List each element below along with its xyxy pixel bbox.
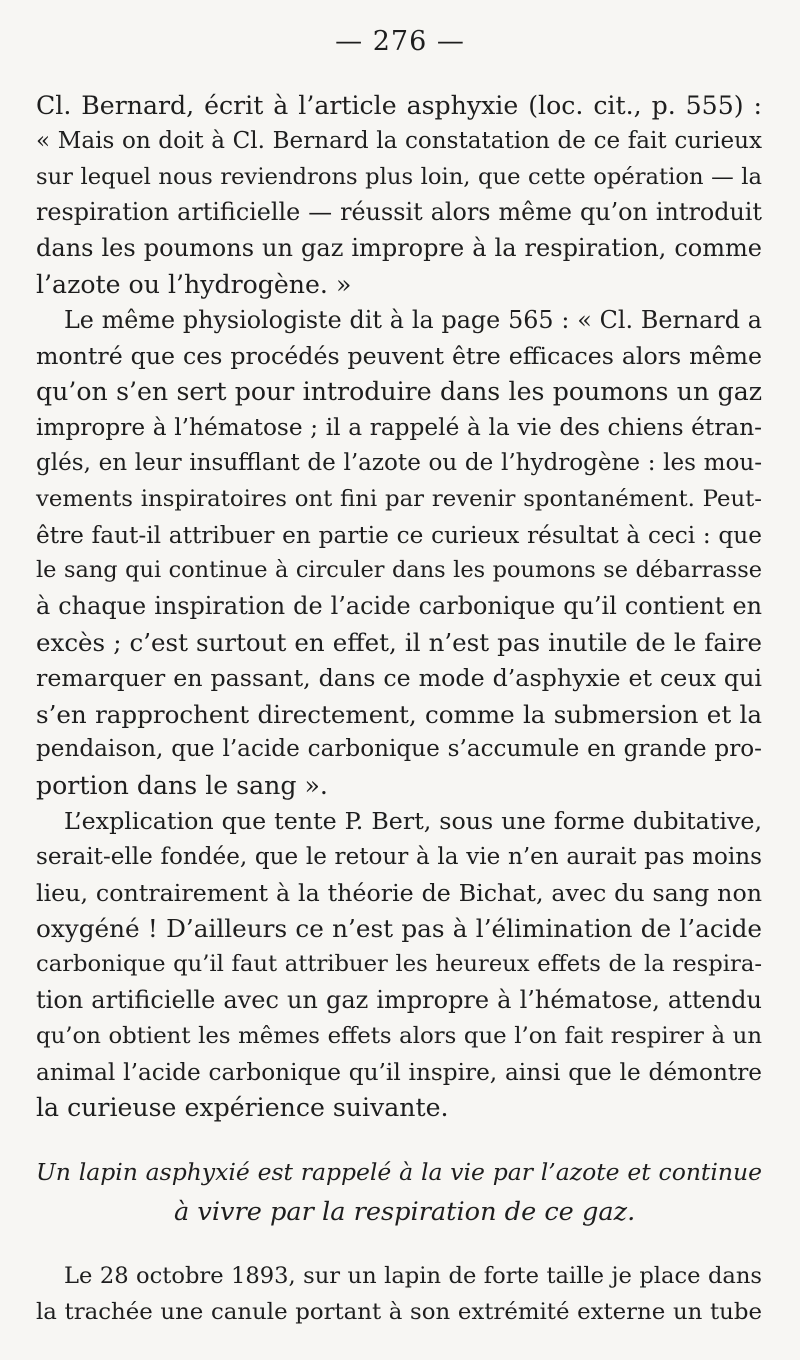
- text-line: animal l’acide carbonique qu’il inspire, ainsi que le démontre: [36, 1058, 762, 1086]
- text-line: lieu, contrairement à la théorie de Bichat, avec du sang non: [36, 878, 762, 907]
- heading-line: à vivre par la respiration de ce gaz.: [174, 1197, 636, 1227]
- text-line: Le même physiologiste dit à la page 565 : « Cl. Bernard a: [64, 305, 762, 334]
- text-line: vements inspiratoires ont fini par revenir spontanément. Peut-: [36, 485, 762, 512]
- text-line: remarquer en passant, dans ce mode d’asphyxie et ceux qui: [36, 663, 762, 692]
- text-line: tion artificielle avec un gaz impropre à l’hématose, attendu: [36, 985, 762, 1014]
- text-line: la trachée une canule portant à son extrémité externe un tube: [36, 1298, 762, 1325]
- text-line: qu’on obtient les mêmes effets alors que l’on fait respirer à un: [36, 1022, 762, 1049]
- text-line: carbonique qu’il faut attribuer les heureux effets de la respira-: [36, 951, 762, 978]
- text-line: impropre à l’hématose ; il a rappelé à la vie des chiens étran-: [36, 414, 762, 442]
- text-line: Cl. Bernard, écrit à l’article asphyxie (loc. cit., p. 555) :: [36, 91, 762, 120]
- text-line: serait-elle fondée, que le retour à la vie n’en aurait pas moins: [36, 843, 762, 870]
- text-line: le sang qui continue à circuler dans les poumons se débarrasse: [36, 557, 762, 584]
- text-line: L’explication que tente P. Bert, sous une forme dubitative,: [64, 806, 762, 835]
- page-number: — 276 —: [335, 26, 465, 57]
- text-line: « Mais on doit à Cl. Bernard la constatation de ce fait curieux: [36, 127, 762, 154]
- text-line: qu’on s’en sert pour introduire dans les poumons un gaz: [36, 377, 762, 407]
- text-line: portion dans le sang ».: [36, 771, 328, 801]
- text-line: excès ; c’est surtout en effet, il n’est pas inutile de le faire: [36, 627, 762, 657]
- text-line: être faut-il attribuer en partie ce curieux résultat à ceci : que: [36, 521, 762, 549]
- text-line: l’azote ou l’hydrogène. »: [36, 269, 352, 299]
- body-text: [36, 1259, 762, 1331]
- section-heading: [36, 1152, 762, 1232]
- text-line: pendaison, que l’acide carbonique s’accumule en grande pro-: [36, 736, 762, 763]
- text-line: dans les poumons un gaz impropre à la respiration, comme: [36, 234, 762, 263]
- heading-line: Un lapin asphyxié est rappelé à la vie par l’azote et continue: [36, 1158, 762, 1186]
- text-line: la curieuse expérience suivante.: [36, 1093, 449, 1123]
- text-line: glés, en leur insufflant de l’azote ou de l’hydrogène : les mou-: [36, 449, 762, 476]
- text-line: Le 28 octobre 1893, sur un lapin de forte taille je place dans: [64, 1263, 762, 1289]
- text-line: s’en rapprochent directement, comme la submersion et la: [36, 699, 762, 729]
- text-line: montré que ces procédés peuvent être efficaces alors même: [36, 341, 762, 370]
- text-line: oxygéné ! D’ailleurs ce n’est pas à l’élimination de l’acide: [36, 914, 762, 944]
- text-line: respiration artificielle — réussit alors même qu’on introduit: [36, 198, 762, 227]
- text-line: à chaque inspiration de l’acide carbonique qu’il contient en: [36, 592, 762, 621]
- text-line: sur lequel nous reviendrons plus loin, que cette opération — la: [36, 163, 762, 190]
- body-text: [36, 88, 762, 1126]
